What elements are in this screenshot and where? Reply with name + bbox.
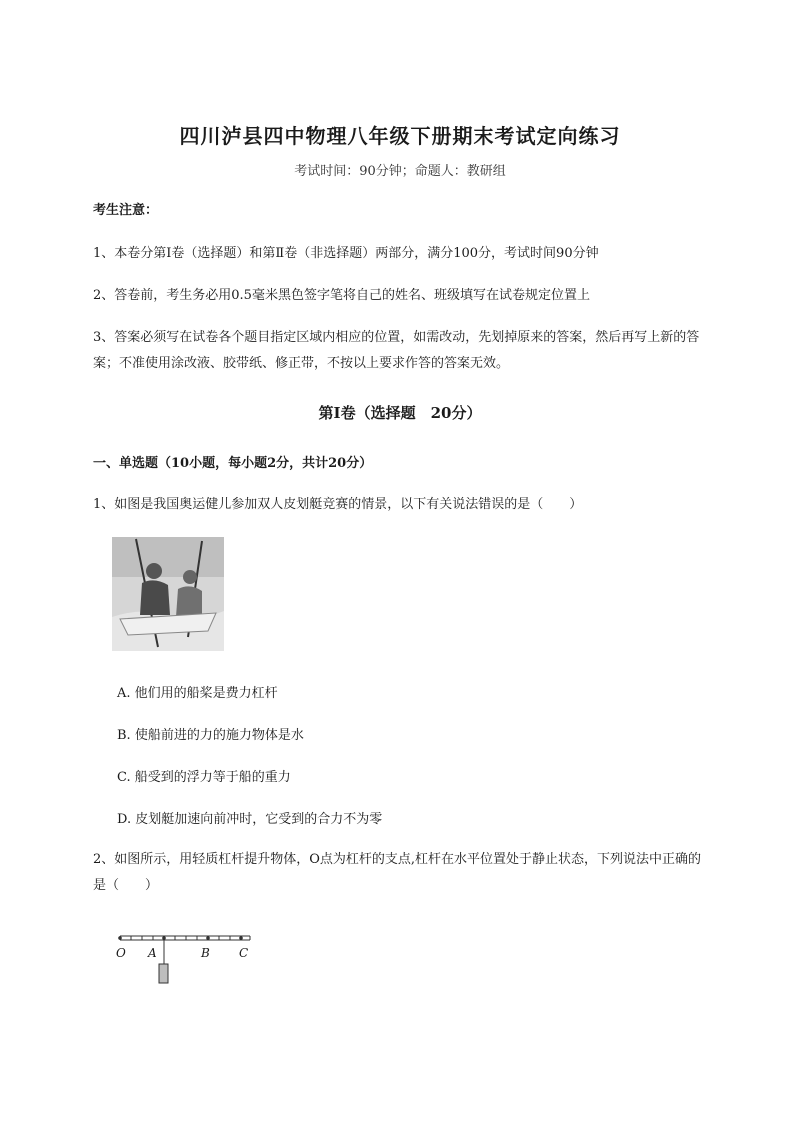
question-1-option-b: B. 使船前进的力的施力物体是水 bbox=[117, 728, 304, 743]
exam-title: 四川泸县四中物理八年级下册期末考试定向练习 bbox=[179, 124, 621, 148]
question-1-option-a: A. 他们用的船桨是费力杠杆 bbox=[117, 686, 278, 701]
question-1-option-c: C. 船受到的浮力等于船的重力 bbox=[117, 770, 291, 785]
section-title: 第Ⅰ卷（选择题 20分） bbox=[318, 404, 482, 422]
lever-label-o: O bbox=[116, 946, 126, 960]
part-heading: 一、单选题（10小题，每小题2分，共计20分） bbox=[93, 456, 373, 471]
lever-label-a: A bbox=[148, 946, 157, 960]
notice-heading: 考生注意： bbox=[93, 203, 159, 218]
lever-diagram bbox=[112, 928, 262, 988]
lever-label-c: C bbox=[239, 946, 249, 960]
exam-subtitle: 考试时间：90分钟；命题人：教研组 bbox=[294, 164, 506, 179]
notice-item-1: 1、本卷分第Ⅰ卷（选择题）和第Ⅱ卷（非选择题）两部分，满分100分，考试时间90分钟 bbox=[93, 246, 599, 261]
lever-label-b: B bbox=[201, 946, 210, 960]
kayak-photo bbox=[112, 537, 224, 651]
question-2-stem: 2、如图所示，用轻质杠杆提升物体，O点为杠杆的支点,杠杆在水平位置处于静止状态，下列说法中正确的是（ ） bbox=[93, 852, 702, 893]
question-1-option-d: D. 皮划艇加速向前冲时，它受到的合力不为零 bbox=[117, 812, 383, 827]
notice-item-2: 2、答卷前，考生务必用0.5毫米黑色签字笔将自己的姓名、班级填写在试卷规定位置上 bbox=[93, 288, 590, 303]
question-1-stem: 1、如图是我国奥运健儿参加双人皮划艇竞赛的情景，以下有关说法错误的是（ ） bbox=[93, 497, 583, 512]
notice-item-3: 3、答案必须写在试卷各个题目指定区域内相应的位置，如需改动，先划掉原来的答案，然后再写上新的答案；不准使用涂改液、胶带纸、修正带，不按以上要求作答的答案无效。 bbox=[93, 330, 700, 371]
